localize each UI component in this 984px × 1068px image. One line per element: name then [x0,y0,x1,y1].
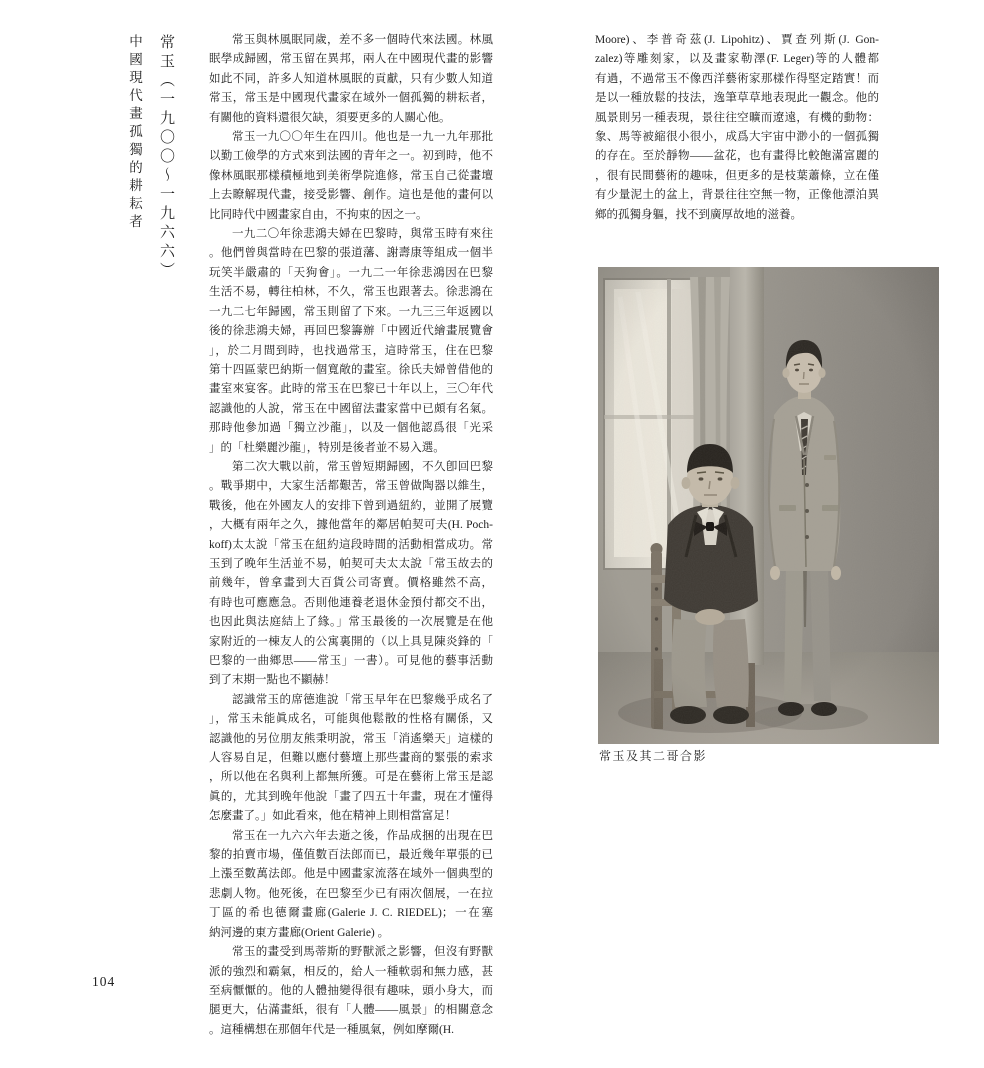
text-line: 家附近的一棟友人的公寓裏開的（以上具見陳炎鋒的「 [209,635,493,648]
text-line: 常玉的畫受到馬蒂斯的野獸派之影響，但沒有野獸 [232,946,493,959]
photo-caption: 常玉及其二哥合影 [599,749,708,763]
text-line: 上漲至數萬法郎。他是中國畫家流落在域外一個典型的 [209,868,493,881]
text-line: 黎的拍賣市場，僅值數百法郎而已，最近幾年單張的已 [209,849,493,862]
text-line: ，所以他在名與利上都無所獲。可是在藝術上常玉是認 [209,771,493,784]
text-line: 鄉的孤獨身軀，找不到廣厚故地的滋養。 [595,208,802,221]
text-line: 是以一種放鬆的技法，逸筆草草地表現此一觀念。他的 [595,92,879,105]
text-line: 派的強烈和霸氣，相反的，給人一種軟弱和無力感，甚 [209,965,493,978]
text-line: 到了末期一點也不顯赫！ [209,674,336,687]
text-line: 前幾年，曾拿畫到大百貨公司寄賣。價格雖然不高， [209,577,493,590]
text-line: 巴黎的一曲鄉思——常玉」一書）。可見他的藝事活動 [209,655,493,667]
text-line: 怎麼畫了。」如此看來，他在精神上則相當富足！ [209,810,457,823]
text-line: 以勤工儉學的方式來到法國的青年之一。初到時，他不 [209,150,493,163]
text-line: 如此不同，許多人知道林風眠的貢獻，只有少數人知道 [209,72,493,85]
text-line: 常玉，常玉是中國現代畫家在域外一個孤獨的耕耘者， [209,92,493,105]
text-line: 常玉與林風眠同歲，差不多一個時代來法國。林風 [232,34,493,46]
article-column-1 [209,31,493,1040]
text-line: ，很有民間藝術的趣味，但更多的是枝葉蕭條，立在僅 [595,169,879,182]
text-line: 第二次大戰以前，常玉曾短期歸國，不久卽回巴黎 [232,460,493,473]
text-line: 」，常玉未能眞成名，可能與他鬆散的性格有關係，又 [209,713,493,726]
text-line: 後的徐悲鴻夫婦，再回巴黎籌辦「中國近代繪畫展覽會 [209,325,493,338]
text-line: 悲劇人物。他死後，在巴黎至少已有兩次個展，一在拉 [209,887,493,900]
text-line: 納河邊的東方畫廊(Orient Galerie) 。 [209,926,390,939]
text-line: 有少量泥土的盆上，背景往往空無一物，正像他漂泊異 [595,189,879,202]
text-line: Moore)、李普奇茲(J. Lipohitz)、賈查列斯(J. Gon- [595,34,879,46]
text-line: zalez)等雕刻家，以及畫家勒澤(F. Leger)等的人體都 [595,53,879,66]
text-line: 像林風眠那樣積極地到美術學院進修，常玉自己從畫壇 [209,169,493,182]
text-line: 眠學成歸國，常玉留在異邦，兩人在中國現代畫的影響 [209,53,493,66]
text-line: 畫室來宴客。此時的常玉在巴黎已十年以上，三〇年代 [209,383,493,396]
text-line: 」的「杜樂麗沙龍」，特別是後者並不易入選。 [209,441,445,454]
text-line: 戰後，他在外國友人的安排下曾到過紐約，並開了展覽 [209,499,493,512]
text-line: 有過，不過常玉不像西洋藝術家那樣作得堅定踏實！而 [595,72,879,85]
text-line: 的存在。至於靜物——盆花，也有畫得比較飽滿富麗的 [595,150,879,163]
text-line: 有時也可應應急。否則他連養老退休金預付都交不出， [209,596,493,609]
text-line: 認識他的人說，常玉在中國留法畫家當中已頗有名氣。 [209,402,493,415]
photo-sanyu-and-brother [598,267,939,744]
text-line: 。這種構想在那個年代是一種風氣，例如摩爾(H. [209,1023,455,1036]
text-line: ，大概有兩年之久，據他當年的鄰居帕契可夫(H. Poch- [209,519,493,532]
text-line: 第十四區蒙巴納斯一個寬敞的畫室。徐氏夫婦曾借他的 [209,363,493,376]
text-line: 一九二七年歸國，常玉則留了下來。一九三三年返國以 [209,305,493,318]
margin-title-block [124,34,177,654]
text-line: 生活不易，轉往柏林，不久，常玉也跟著去。徐悲鴻在 [209,286,493,299]
text-line: 也因此與法庭結上了緣。」常玉最後的一次展覽是在他 [209,616,493,629]
page-subtitle: 中國現代畫孤獨的耕耘者 [127,34,142,232]
page-title: 常玉（一九〇〇～一九六六） [158,34,174,281]
page-number: 104 [92,974,116,989]
text-line: koff)太太說「常玉在紐約這段時間的活動相當成功。常 [209,538,493,551]
text-line: 認識他的另位朋友熊秉明說，常玉「消遙樂天」這樣的 [209,732,493,745]
text-line: 玉到了晚年生活並不易，帕契可夫太太說「常玉故去的 [209,557,493,570]
text-line: 常玉一九〇〇年生在四川。他也是一九一九年那批 [232,131,493,144]
text-line: 人容易自足，但難以應付藝壇上那些畫商的緊張的索求 [209,752,493,765]
text-line: 比同時代中國畫家自由，不拘束的因之一。 [209,208,428,221]
text-line: 風景則另一種表現，景往往空曠而遼遠，有機的動物： [595,111,879,124]
text-line: 腿更大，佔滿畫紙，很有「人體——風景」的相關意念 [209,1004,493,1017]
text-line: 至病懨懨的。他的人體抽變得很有趣味，頭小身大，而 [209,984,493,997]
text-line: 有關他的資料還很欠缺，須要更多的人關心他。 [209,111,451,124]
text-line: 上去瞭解現代畫，接受影響、創作。這也是他的畫何以 [209,189,493,202]
text-line: 一九二〇年徐悲鴻夫婦在巴黎時，與常玉時有來往 [232,228,493,241]
text-line: 那時他參加過「獨立沙龍」，以及一個他認爲很「光采 [209,422,493,435]
text-line: 。戰爭期中，大家生活都艱苦，常玉曾做陶器以維生， [209,480,493,493]
text-line: 常玉在一九六六年去逝之後，作品成捆的出現在巴 [232,829,493,842]
text-line: 」，於二月間到時，也找過常玉，這時常玉，住在巴黎 [209,344,493,357]
text-line: 玩笑半嚴肅的「天狗會」。一九二一年徐悲鴻因在巴黎 [209,266,493,279]
text-line: 眞的，尤其到晚年他說「畫了四五十年畫，現在才懂得 [209,790,493,803]
text-line: 認識常玉的席德進說「常玉早年在巴黎幾乎成名了 [232,693,493,706]
text-line: 象、馬等被縮很小很小，成爲大宇宙中渺小的一個孤獨 [595,131,879,144]
article-column-2 [595,31,879,225]
text-line: 丁區的希也德爾畫廊(Galerie J. C. RIEDEL)；一在塞 [209,907,493,920]
photo-illustration [598,267,939,744]
text-line: 。他們曾與當時在巴黎的張道藩、謝壽康等組成一個半 [209,247,493,260]
